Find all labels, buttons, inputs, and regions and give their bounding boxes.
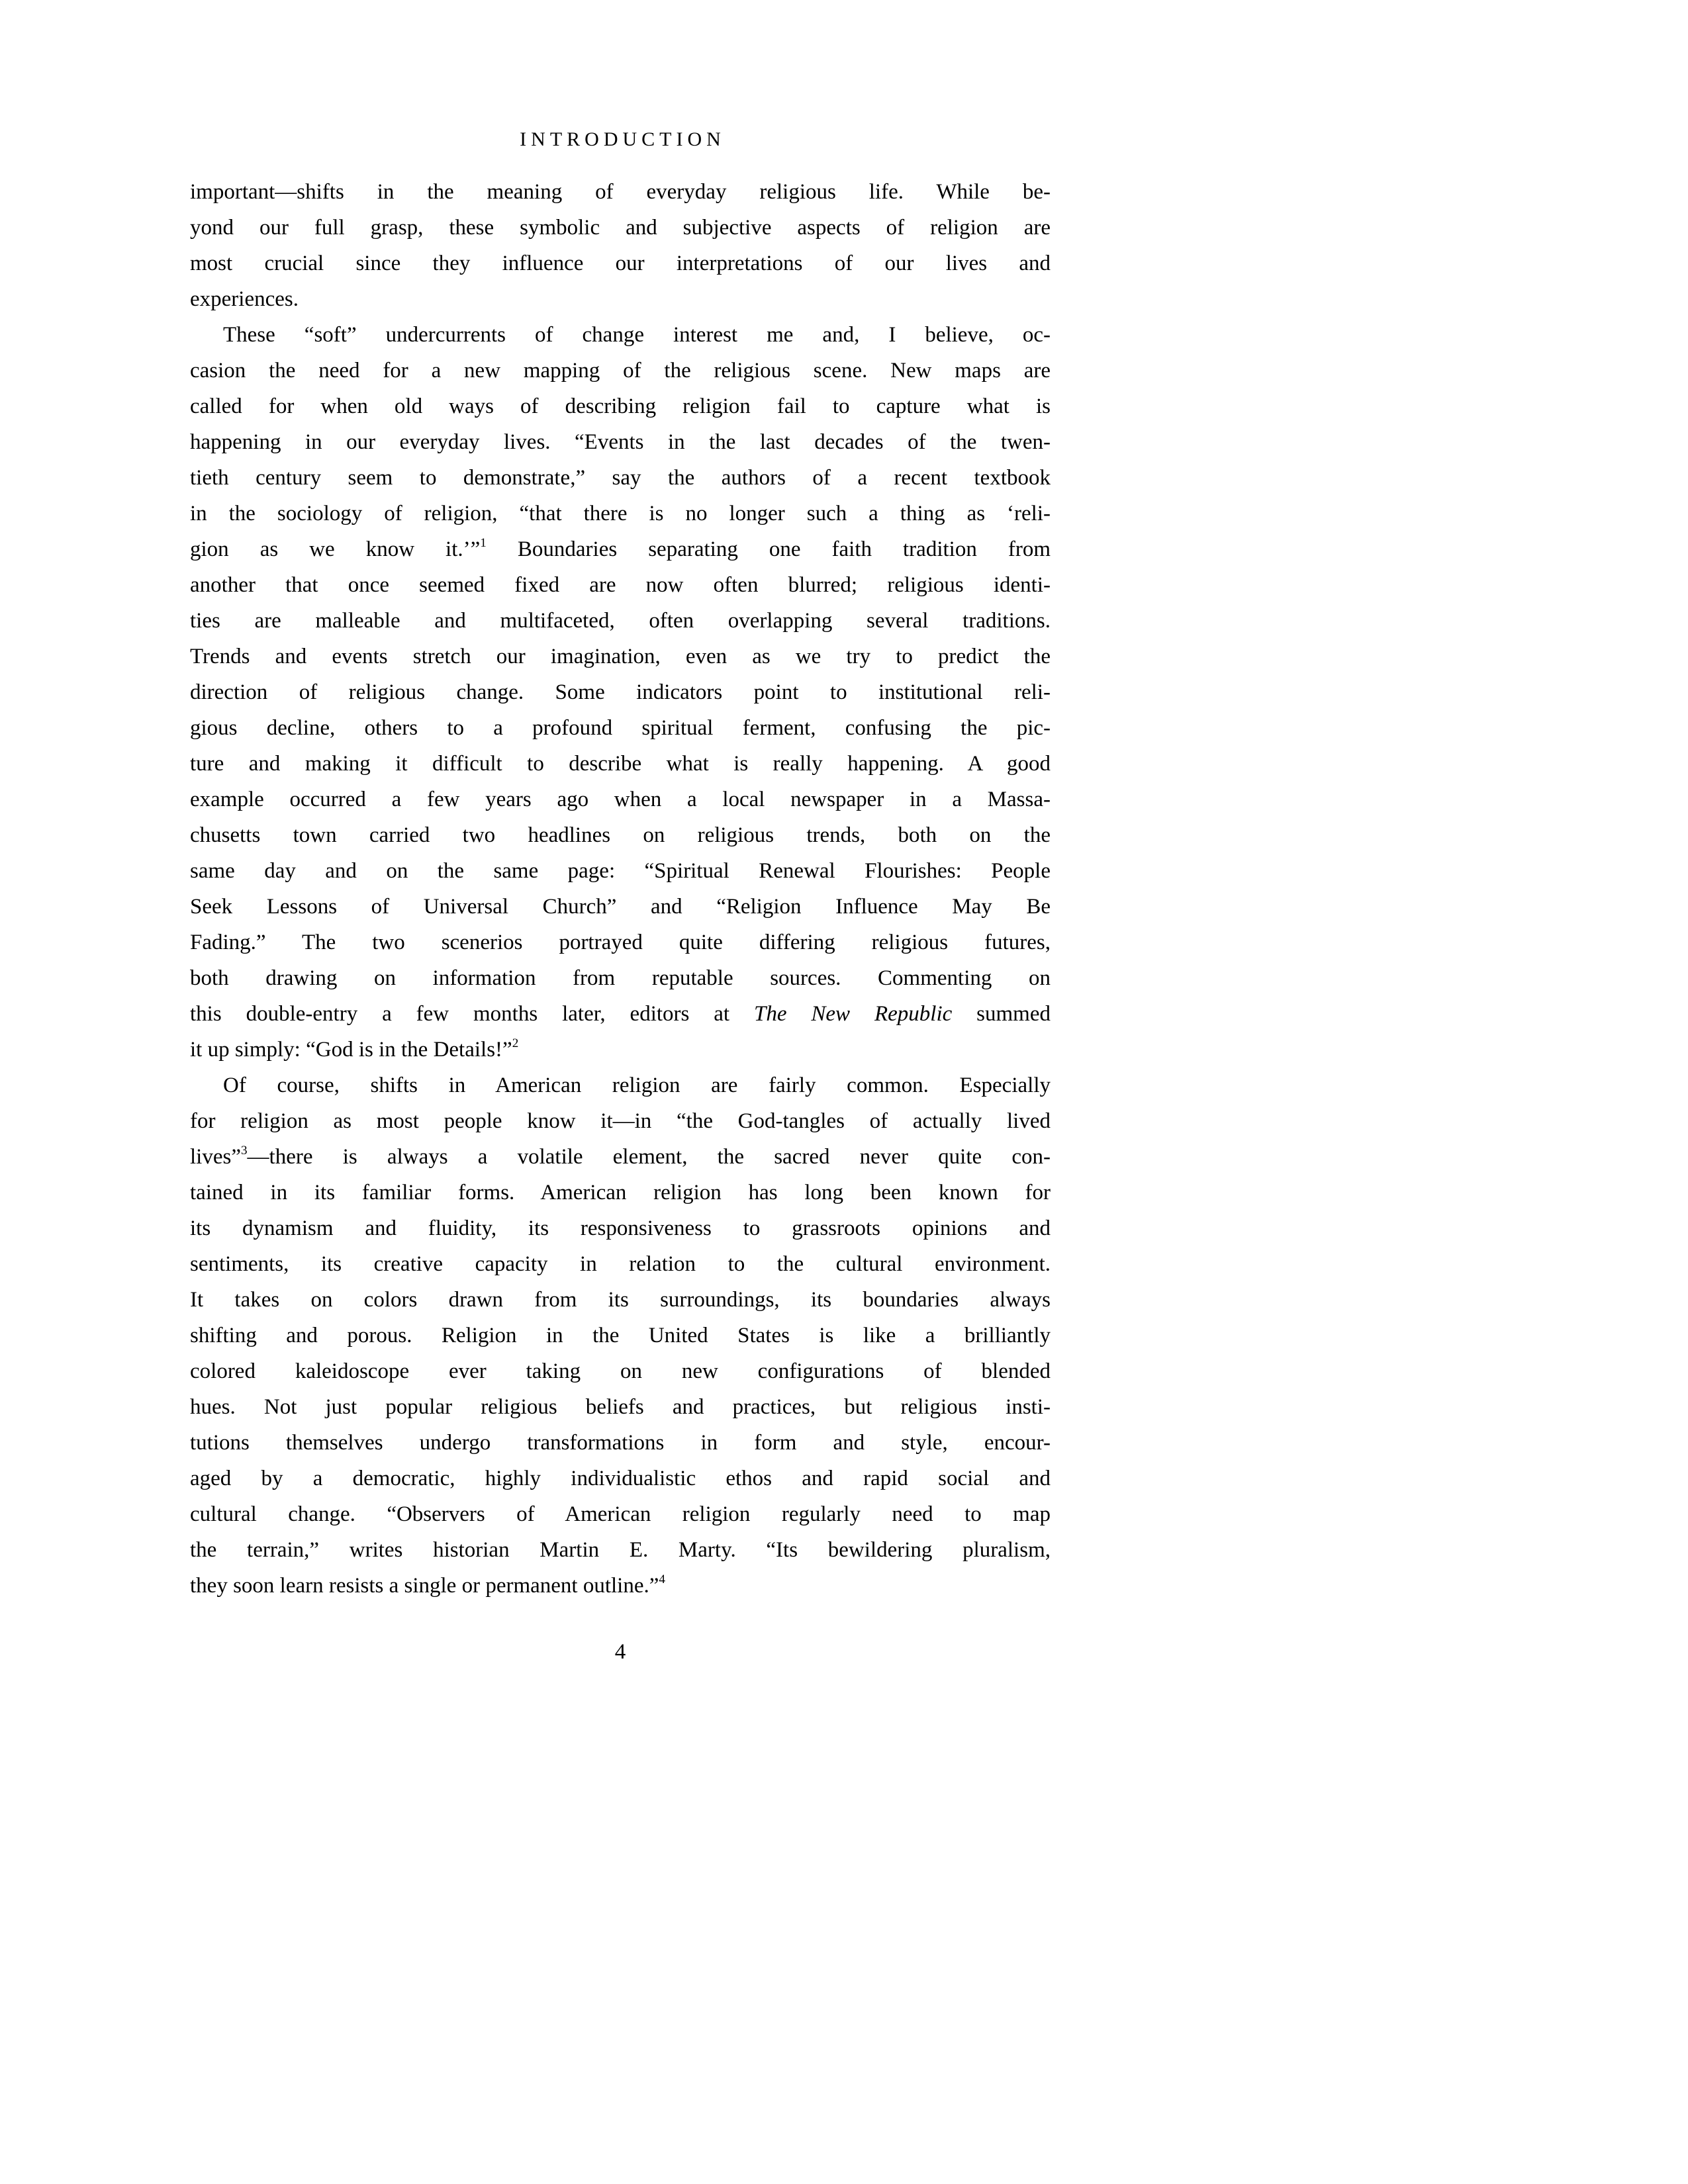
text-line: hues. Not just popular religious beliefs and practices, but religious insti- (190, 1395, 1051, 1419)
text-line: casion the need for a new mapping of the religious scene. New maps are (190, 359, 1051, 383)
text-line: experiences. (190, 287, 299, 311)
text-line: chusetts town carried two headlines on religious trends, both on the (190, 823, 1051, 847)
text-line: gion as we know it.’”$^1$ Boundaries separating one faith tradition from (190, 536, 1051, 561)
text-line: yond our full grasp, these symbolic and subjective aspects of religion are (190, 216, 1051, 240)
text-line: Seek Lessons of Universal Church” and “Religion Influence May Be (190, 895, 1051, 919)
page-body (190, 174, 1051, 1604)
text-line: they soon learn resists a single or permanent outline.”$^4$ (190, 1572, 665, 1598)
text-line: another that once seemed fixed are now often blurred; religious identi- (190, 573, 1051, 597)
text-line: Of course, shifts in American religion are fairly common. Especially (223, 1073, 1051, 1097)
text-line: shifting and porous. Religion in the United States is like a brilliantly (190, 1324, 1051, 1347)
text-line: lives”$^3$—there is always a volatile element, the sacred never quite con- (190, 1144, 1051, 1169)
italic-text: The New Republic (754, 1002, 953, 1026)
text-line: most crucial since they influence our interpretations of our lives and (190, 251, 1051, 275)
footnote-reference: 4 (659, 1572, 665, 1586)
text-line: example occurred a few years ago when a local newspaper in a Massa- (190, 788, 1051, 811)
footnote-reference: 3 (240, 1144, 248, 1158)
text-line: ties are malleable and multifaceted, often overlapping several traditions. (190, 609, 1051, 633)
text-line: cultural change. “Observers of American religion regularly need to map (190, 1502, 1051, 1526)
footnote-reference: 2 (512, 1036, 519, 1050)
text-line: both drawing on information from reputable sources. Commenting on (190, 966, 1051, 990)
text-line: important—shifts in the meaning of everyday religious life. While be- (190, 180, 1051, 204)
running-head: INTRODUCTION (520, 128, 726, 150)
text-line: tained in its familiar forms. American religion has long been known for (190, 1181, 1051, 1205)
page-number: 4 (614, 1640, 626, 1664)
text-line: sentiments, its creative capacity in relation to the cultural environment. (190, 1252, 1051, 1276)
text-line: its dynamism and fluidity, its responsiveness to grassroots opinions and (190, 1216, 1051, 1240)
text-line: Trends and events stretch our imagination, even as we try to predict the (190, 645, 1051, 668)
text-line: aged by a democratic, highly individualistic ethos and rapid social and (190, 1467, 1051, 1490)
footnote-reference: 1 (480, 536, 487, 550)
paragraph (190, 1068, 1051, 1604)
text-line: the terrain,” writes historian Martin E. Marty. “Its bewildering pluralism, (190, 1538, 1051, 1562)
text-line: direction of religious change. Some indicators point to institutional reli- (190, 680, 1051, 704)
paragraph (190, 317, 1051, 1068)
text-line: It takes on colors drawn from its surroundings, its boundaries always (190, 1288, 1051, 1312)
text-line: same day and on the same page: “Spiritual Renewal Flourishes: People (190, 859, 1051, 883)
text-line: in the sociology of religion, “that there is no longer such a thing as ‘reli- (190, 502, 1051, 525)
text-line: it up simply: “God is in the Details!”$^2$ (190, 1036, 519, 1062)
text-line: called for when old ways of describing religion fail to capture what is (190, 394, 1051, 418)
text-line: this double-entry a few months later, editors at The New Republic summed (190, 1002, 1051, 1026)
text-line: gious decline, others to a profound spiritual ferment, confusing the pic- (190, 716, 1051, 740)
text-line: Fading.” The two scenerios portrayed quite differing religious futures, (190, 931, 1051, 954)
text-line: tieth century seem to demonstrate,” say the authors of a recent textbook (190, 466, 1051, 490)
text-line: happening in our everyday lives. “Events in the last decades of the twen- (190, 430, 1051, 454)
text-line: ture and making it difficult to describe what is really happening. A good (190, 752, 1051, 776)
text-line: These “soft” undercurrents of change interest me and, I believe, oc- (223, 323, 1051, 347)
text-line: for religion as most people know it—in “the God-tangles of actually lived (190, 1109, 1051, 1133)
text-line: colored kaleidoscope ever taking on new configurations of blended (190, 1359, 1051, 1383)
paragraph (190, 174, 1051, 317)
text-line: tutions themselves undergo transformations in form and style, encour- (190, 1431, 1051, 1455)
